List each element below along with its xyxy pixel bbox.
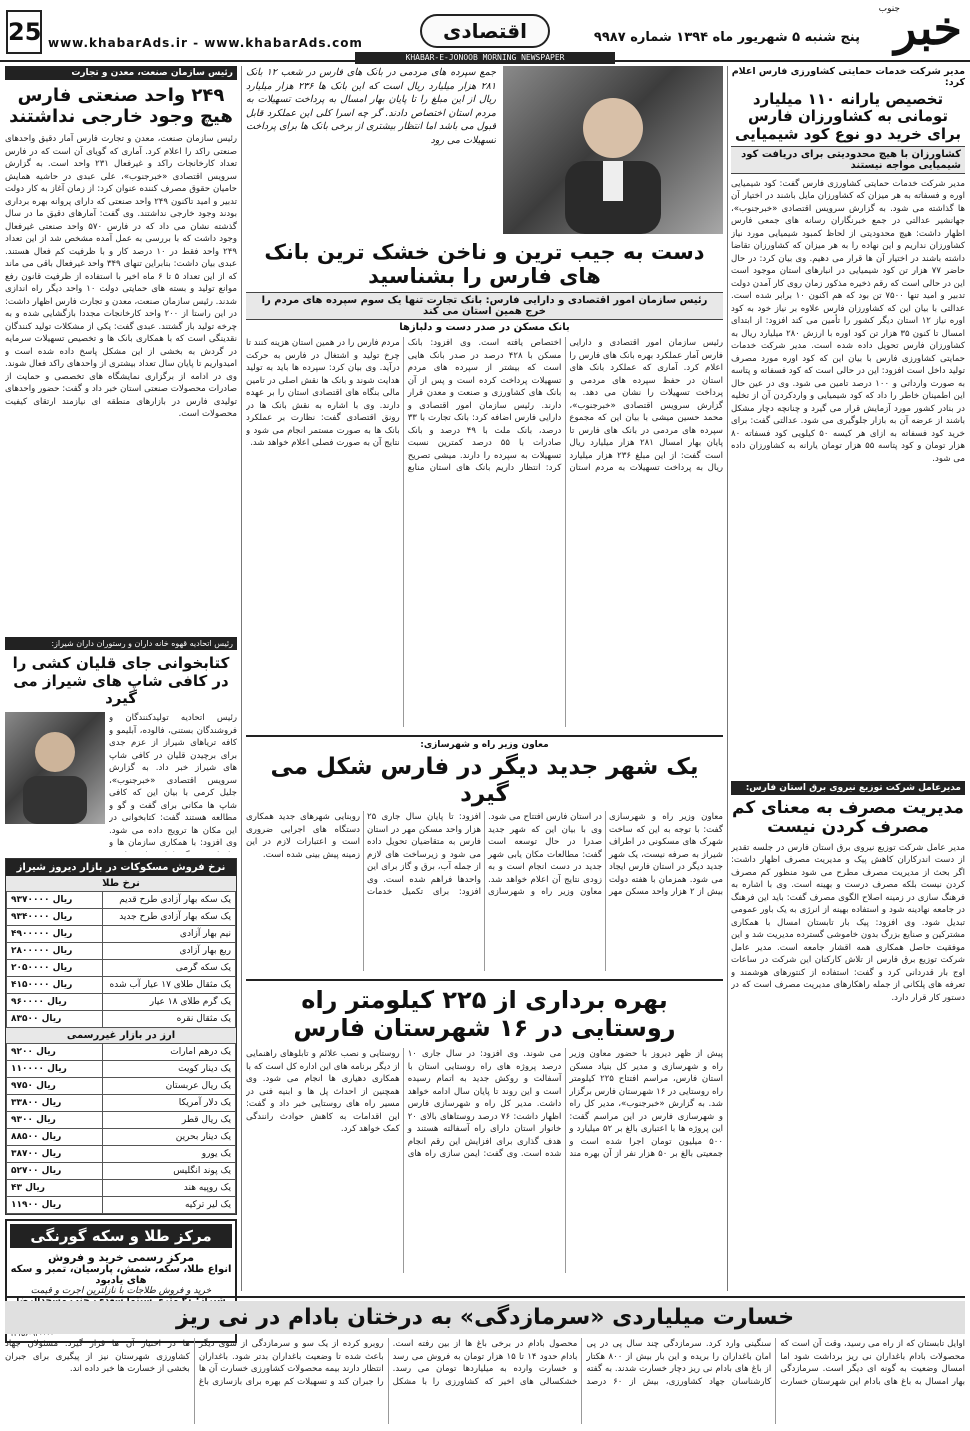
rate-label: نیم بهار آزادی bbox=[103, 926, 236, 943]
rate-value: ۴۳ ریال bbox=[7, 1180, 103, 1197]
rate-label: یک مثقال نقره bbox=[103, 1011, 236, 1028]
rate-value: ۸۸۵۰۰ ریال bbox=[7, 1129, 103, 1146]
ad-title: مرکز طلا و سکه گورنگی bbox=[10, 1224, 232, 1248]
article-kicker: معاون وزیر راه و شهرسازی: bbox=[420, 740, 549, 751]
left-column bbox=[5, 66, 237, 1343]
rate-row bbox=[7, 892, 236, 909]
official-photo bbox=[503, 66, 723, 234]
article-headline: بهره برداری از ۲۲۵ کیلومتر راه روستایی در ۱۶ شهرستان فارس bbox=[293, 986, 676, 1042]
rate-row bbox=[7, 1011, 236, 1028]
rate-value: ۳۸۷۰۰ ریال bbox=[7, 1146, 103, 1163]
article-headline: یک شهر جدید دیگر در فارس شکل می گیرد bbox=[270, 754, 699, 807]
article-body: اوایل تابستان که از راه می رسید، وقت آن است که محصولات بادام باغداران نی ریز برداشت شود اما امسال وضعیت به گونه ای دیگر است. سرمازدگی بهار امسال به باغ های بادام این شهرستان خسارت سنگینی وارد کرد. سرمازدگی چند سال پی در پی امان باغداران را بریده و این بار بیش از ۸۰۰ هکتار از باغ های بادام نی ریز دچار خسارت شدند. به گفته کارشناسان جهاد کشاورزی، بیش از ۶۰ درصد محصول بادام در برخی باغ ها از بین رفته است. بادام حدود ۱۴ تا ۱۵ هزار تومان به فروش می رسد و خسارت وارده به میلیاردها تومان می رسد. خشکسالی های اخیر که کشاورزی را با مشکل روبرو کرده از یک سو و سرمازدگی از سوی دیگر باعث شده تا وضعیت باغداران بدتر شود. باغداران انتظار دارند بیمه محصولات کشاورزی خسارت آن ها را جبران کند و تسهیلات کم بهره برای بازسازی باغ ها در اختیار آن ها قرار گیرد. مسئولان جهاد کشاورزی شهرستان نیز از پیگیری برای جبران بخشی از خسارت ها خبر داده اند. bbox=[5, 1339, 965, 1387]
article-body: رئیس سازمان صنعت، معدن و تجارت فارس آمار دقیق واحدهای صنعتی راکد را اعلام کرد. آماری که گویای آن است که در فارس تعداد کارخانجات راکد و غیرفعال ۲۳۱ واحد است. به گزارش سرویس اقتصادی «خبرجنوب»، علی عبدی در حاشیه همایش حامیان حقوق مصرف کننده عنوان کرد: از زمان آغاز به کار دولت تدبیر و امید تاکنون ۲۴۹ واحد صنعتی که دارای پروانه بهره برداری بودند وجود خارجی نداشتند. وی گفت: آمارهای دقیق ما در سال گذشته نشان می داد که در فارس ۵۷۰ واحد صنعتی غیرفعال وجود داشت که با بررسی به عمل آمده مشخص شد از این تعداد ۲۴۹ واحد فقط در ۱۰ درصد کار و با ظرفیت کم فعال هستند. عبدی بیان داشت: بنابراین تنهای ۳۴۹ واحد غیرفعال باقی می ماند که از این تعداد ۵ تا ۶ ماه اخیر با استفاده از ظرفیت قانون رفع موانع تولید و بسته های حمایتی دولت ۱۰ واحد دیگر راه اندازی شدند. رئیس سازمان صنعت، معدن و تجارت فارس اظهار داشت: در این راستا از ۲۰۰ واحد کارخانجات مجددا بازگشایی شده و به چرخه تولید باز گشتند. عبدی گفت: یکی از مشکلات تولید کنندگان نقدینگی است که با همکاری بانک ها و تخصیص تسهیلات سرمایه در گردش به بخشی از این مشکل پاسخ داده شده است و امیدواریم تا پایان سال تعداد بیشتری از واحدهای راکد فعال شوند. وی در ادامه از برگزاری نمایشگاه های تخصصی و حمایت از صادرات محصولات صنعتی استان خبر داد و گفت: حضور واحدهای تولیدی فارس در بازارهای منطقه ای نیازمند ارتقای کیفیت محصولات است. bbox=[5, 134, 237, 420]
article-subhead: رئیس سازمان امور اقتصادی و دارایی فارس: بانک تجارت تنها یک سوم سپرده های مردم را خرج همین استان می کند bbox=[246, 292, 723, 320]
rate-value: ۵۲۷۰۰ ریال bbox=[7, 1163, 103, 1180]
official-photo bbox=[5, 712, 105, 824]
ad-line: انواع طلا، سکه، شمش، پارسیان، تمبر و سکه های یادبود bbox=[10, 1264, 232, 1287]
rate-label: یک دینار بحرین bbox=[103, 1129, 236, 1146]
tagline: KHABAR-E-JONOOB MORNING NEWSPAPER bbox=[355, 52, 615, 64]
rate-value: ۲۰۵۰۰۰۰ ریال bbox=[7, 960, 103, 977]
rate-row bbox=[7, 960, 236, 977]
rate-label: یک دلار آمریکا bbox=[103, 1095, 236, 1112]
article-kicker: مدیرعامل شرکت توزیع نیروی برق استان فارس: bbox=[731, 781, 965, 795]
article-body: رئیس اتحادیه تولیدکنندگان و فروشندگان بستنی، فالوده، آبلیمو و کافه تریاهای شیراز از عزم جدی برای برچیدن قلیان در کافی شاپ های شیراز خبر داد. به گزارش سرویس اقتصادی «خبرجنوب»، جلیل کرمی با بیان این که کافی شاپ ها مکانی برای گفت و گو و مطالعه هستند گفت: کتابخوانی در این مکان ها ترویج داده می شود. وی افزود: با همکاری سازمان ها و bbox=[109, 713, 237, 849]
right-column bbox=[731, 66, 965, 1222]
rate-value: ۳۳۸۰۰ ریال bbox=[7, 1095, 103, 1112]
rate-label: یک پوند انگلیس bbox=[103, 1163, 236, 1180]
rate-row bbox=[7, 926, 236, 943]
rate-row bbox=[7, 1112, 236, 1129]
rate-value: ۹۶۰۰۰۰ ریال bbox=[7, 994, 103, 1011]
rate-value: ۹۳۷۰۰۰۰ ریال bbox=[7, 892, 103, 909]
logo-subtitle: جنوب bbox=[878, 4, 900, 14]
article-body: پیش از ظهر دیروز با حضور معاون وزیر راه و شهرسازی و مدیر کل بنیاد مسکن استان فارس، مراسم افتتاح ۲۲۵ کیلومتر راه روستایی در ۱۶ شهرستان فارس برگزار شد. به گزارش «خبرجنوب»، مدیر کل راه و شهرسازی فارس در این مراسم گفت: این پروژه ها با اعتباری بالغ بر ۵۲ میلیارد و ۵۰۰ میلیون تومان اجرا شده است و جمعیتی بالغ بر ۵۰ هزار نفر از آن بهره مند می شوند. وی افزود: در سال جاری ۱۰ درصد پروژه های راه روستایی استان با آسفالت و روکش جدید به اتمام رسیده است و این روند تا پایان سال ادامه خواهد داشت. مدیر کل راه و شهرسازی فارس اظهار داشت: ۷۶ درصد روستاهای بالای ۲۰ خانوار استان دارای راه آسفالته هستند و هدف گذاری برای افزایش این رقم انجام شده است. وی گفت: ایمن سازی راه های روستایی و نصب علائم و تابلوهای راهنمایی از دیگر برنامه های این اداره کل است که با همکاری دهیاری ها انجام می شود. وی همچنین از احداث پل ها و ابنیه فنی در مسیر راه های روستایی خبر داد و گفت: این اقدامات به کاهش حوادث رانندگی کمک خواهد کرد. bbox=[246, 1049, 723, 1160]
rate-label: یک یورو bbox=[103, 1146, 236, 1163]
dateline: پنج شنبه ۵ شهریور ماه ۱۳۹۴ شماره ۹۹۸۷ bbox=[593, 30, 860, 45]
fx-title: ارز در بازار غیررسمی bbox=[6, 1028, 236, 1043]
article-body: رئیس سازمان امور اقتصادی و دارایی فارس آمار عملکرد بهره بانک های فارس را اعلام کرد. آماری که عملکرد بانک های استان در حفظ سپرده های مردمی و پرداخت تسهیلات را نشان می دهد. به گزارش سرویس اقتصادی «خبرجنوب»، محمد حسین میشی با بیان این که مجموع سپرده های مردمی در بانک های فارس تا پایان بهار امسال ۲۸۱ هزار میلیارد ریال است گفت: از این مبلغ ۲۳۶ هزار میلیارد ریال به پرداخت تسهیلات به مردم استان اختصاص یافته است. وی افزود: بانک مسکن با ۴۲۸ درصد در صدر بانک هایی است که بیشتر از سپرده های مردم تسهیلات پرداخت کرده است و پس از آن بانک های کشاورزی و صنعت و معدن قرار دارند. رئیس سازمان امور اقتصادی و دارایی فارس اضافه کرد: بانک تجارت با ۳۳ درصد، بانک ملت با ۴۹ درصد و بانک صادرات با ۵۵ درصد کمترین نسبت تسهیلات به سپرده را دارند. میشی تصریح کرد: انتظار داریم بانک های استان منابع مردم فارس را در همین استان هزینه کنند تا چرخ تولید و اشتغال در فارس به حرکت درآید. وی بیان کرد: سپرده ها باید به تولید هدایت شوند و بانک ها نقش اصلی در تامین مالی بنگاه های اقتصادی استان را بر عهده دارند. وی با اشاره به نقش بانک ها در رونق اقتصادی گفت: نظارت بر عملکرد بانک ها به صورت مستمر انجام می شود و نتایج آن به صورت فصلی اعلام خواهد شد. bbox=[246, 338, 723, 474]
bottom-article bbox=[5, 1296, 965, 1426]
masthead bbox=[0, 0, 970, 62]
rate-value: ۹۳۰۰ ریال bbox=[7, 1112, 103, 1129]
rate-row bbox=[7, 1146, 236, 1163]
rate-row bbox=[7, 1163, 236, 1180]
column-rule bbox=[241, 66, 242, 1291]
rate-value: ۹۷۵۰ ریال bbox=[7, 1078, 103, 1095]
rate-label: یک درهم امارات bbox=[103, 1044, 236, 1061]
rate-value: ۱۱۰۰۰۰ ریال bbox=[7, 1061, 103, 1078]
rate-value: ۹۲۰۰ ریال bbox=[7, 1044, 103, 1061]
rate-row bbox=[7, 1129, 236, 1146]
section-label: اقتصادی bbox=[420, 14, 550, 48]
person-icon bbox=[503, 66, 723, 234]
rate-row bbox=[7, 1095, 236, 1112]
rate-label: یک لیر ترکیه bbox=[103, 1197, 236, 1214]
rate-value: ۹۳۴۰۰۰۰ ریال bbox=[7, 909, 103, 926]
rate-value: ۴۱۵۰۰۰۰ ریال bbox=[7, 977, 103, 994]
rate-row bbox=[7, 1044, 236, 1061]
article-headline: کتابخوانی جای قلیان کشی را در کافی شاپ های شیراز می گیرد bbox=[12, 654, 230, 707]
article-kicker: رئیس سازمان صنعت، معدن و تجارت bbox=[5, 66, 237, 80]
article-body: معاون وزیر راه و شهرسازی گفت: با توجه به این که ساخت شهرک های مسکونی در اطراف شیراز به صرفه نیست، یک شهر جدید دیگر در استان فارس ایجاد می شود. همزمان با هفته دولت بیش از ۲ هزار واحد مسکن مهر در استان فارس افتتاح می شود. وی با بیان این که شهر جدید صدرا در حال توسعه است گفت: مطالعات مکان یابی شهر جدید در دست انجام است و به زودی نتایج آن اعلام خواهد شد. معاون وزیر راه و شهرسازی افزود: تا پایان سال جاری ۲۵ هزار واحد مسکن مهر در استان فارس به متقاضیان تحویل داده می شود و زیرساخت های لازم از جمله آب، برق و گاز برای این واحدها فراهم شده است. وی افزود: برای تکمیل خدمات روبنایی شهرهای جدید همکاری دستگاه های اجرایی ضروری است و اعتبارات لازم در این زمینه پیش بینی شده است. bbox=[246, 812, 723, 898]
fx-rates bbox=[6, 1043, 236, 1214]
article-subhead: بانک مسکن در صدر دست و دلبازها bbox=[399, 322, 570, 334]
rate-label: یک گرم طلای ۱۸ عیار bbox=[103, 994, 236, 1011]
ad-line: مرکز رسمی خرید و فروش bbox=[47, 1251, 195, 1265]
rate-row bbox=[7, 909, 236, 926]
page-number: 25 bbox=[6, 10, 42, 54]
gold-title: نرخ طلا bbox=[6, 876, 236, 891]
rate-row bbox=[7, 1078, 236, 1095]
newspaper-logo: خبر bbox=[894, 1, 962, 55]
rate-label: ربع بهار آزادی bbox=[103, 943, 236, 960]
rate-row bbox=[7, 994, 236, 1011]
gold-rates bbox=[6, 891, 236, 1028]
article-kicker: رئیس اتحادیه قهوه خانه داران و رستوران داران شیراز: bbox=[5, 637, 237, 650]
rate-value: ۴۹۰۰۰۰۰ ریال bbox=[7, 926, 103, 943]
photo-caption: جمع سپرده های مردمی در بانک های فارس در شعب ۱۲ بانک ۲۸۱ هزار میلیارد ریال است که این بانک ها ۲۳۶ هزار میلیارد ریال از این مبلغ را تا پایان بهار امسال به پرداخت تسهیلات به مردم استان اختصاص دادند. گر چه اسرا کلی این عملکرد قابل قبول می باشد اما انتظار بیشتری از برخی بانک ها برای پرداخت تسهیلات می رود bbox=[246, 67, 496, 146]
article-headline: ۲۴۹ واحد صنعتی فارس هیچ وجود خارجی نداشتند bbox=[9, 85, 233, 127]
rate-value: ۲۸۰۰۰۰۰ ریال bbox=[7, 943, 103, 960]
rate-label: یک ریال قطر bbox=[103, 1112, 236, 1129]
article-kicker: مدیر شرکت خدمات حمایتی کشاورزی فارس اعلام کرد: bbox=[731, 66, 965, 88]
rate-label: یک روپیه هند bbox=[103, 1180, 236, 1197]
rate-row bbox=[7, 943, 236, 960]
article-headline: دست به جیب ترین و ناخن خشک ترین بانک های فارس را بشناسید bbox=[264, 240, 705, 289]
rate-label: یک ریال عربستان bbox=[103, 1078, 236, 1095]
article-headline: تخصیص یارانه ۱۱۰ میلیارد تومانی به کشاورزان فارس برای خرید دو نوع کود شیمیایی bbox=[734, 90, 962, 143]
rate-label: یک دینار کویت bbox=[103, 1061, 236, 1078]
rate-value: ۸۳۵۰۰ ریال bbox=[7, 1011, 103, 1028]
rate-label: یک مثقال طلای ۱۷ عیار آب شده bbox=[103, 977, 236, 994]
rate-row bbox=[7, 1180, 236, 1197]
rates-title: نرخ فروش مسکوکات در بازار دیروز شیراز bbox=[6, 859, 236, 876]
rate-value: ۱۱۹۰۰ ریال bbox=[7, 1197, 103, 1214]
rates-table bbox=[5, 858, 237, 1215]
article-body: مدیر عامل شرکت توزیع نیروی برق استان فارس در جلسه تقدیر از دست اندرکاران کاهش پیک و مدیریت مصرف اظهار داشت: اگر بحث از مدیریت مصرف مطرح می شود منظور کم مصرف کردن نیست بلکه مصرف درست و بهینه است. وی با اشاره به فرهنگ سازی در زمینه اصلاح الگوی مصرف گفت: باید این فرهنگ در جامعه نهادینه شود و استفاده بهینه از انرژی به یک باور عمومی تبدیل شود. وی افزود: پیک بار تابستان امسال با همکاری مشترکین و صنایع بزرگ بدون خاموشی گسترده مدیریت شد و این موفقیت حاصل همکاری همه اقشار جامعه است. مدیر عامل شرکت توزیع برق فارس از تلاش کارکنان این شرکت در ساعات اوج بار قدردانی کرد و گفت: استفاده از کنتورهای هوشمند و تعرفه های پلکانی از جمله راهکارهای مدیریت مصرف است که در دستور کار قرار دارد. bbox=[731, 842, 965, 1003]
rate-label: یک سکه بهار آزادی طرح جدید bbox=[103, 909, 236, 926]
rate-label: یک سکه بهار آزادی طرح قدیم bbox=[103, 892, 236, 909]
column-rule bbox=[727, 66, 728, 1291]
rate-row bbox=[7, 1061, 236, 1078]
article-body: مدیر شرکت خدمات حمایتی کشاورزی فارس گفت: کود شیمیایی اوره و فسفاته به هر میزان که کشاورزان مایل باشند در اختیار آن ها گذاشته می شود. به گزارش سرویس اقتصادی «خبرجنوب»، جهانشیر عدالتی در جمع خبرنگاران رسانه های جمعی فارس اظهار داشت: هیچ محدودیتی از لحاظ کمبود شیمیایی مورد نیاز کشاورزان نداریم و این نهاده را به هر میزان که کشاورزان تقاضا داشته باشند در اختیار آن ها قرار می دهیم. وی بیان کرد: در حال حاضر ۷۷ هزار تن کود شیمیایی در انبارهای استان موجود است این در حالی است که رقم ذخیره مذکور زمان روی کار آمدن دولت تدبیر و امید تنها ۷۵۰۰ تن بود که هم اکنون ۱۰ برابر شده است. عدالتی با بیان این که کشاورزان فارس علاوه بر نیاز خود به کود اوره نیاز ۱۲ استان دیگر کشور را تأمین می کند افزود: از ابتدای امسال تا کنون ۳۵ هزار تن کود اوره با ارزش ۲۸۰ میلیارد ریال به کشاورزان فارس تحویل داده شده است. مدیر شرکت خدمات حمایتی کشاورزی فارس با بیان این که کود اوره مورد مصرف تولید داخل است افزود: این در حالی است که کود فسفاته و پتاسه به صورت وارداتی و ۱۰۰ درصد تامین می شود. وی در عین حال این اطمینان خاطر را داد که کود شیمیایی و واردکردن آن از تخلیه در بنادر کشور مورد آزمایش قرار می گیرد و چنانچه دچار مشکل باشند از عرضه آن به بازار جلوگیری می شود. عدالتی گفت: برای خرید کود فسفاته به ازای هر کیسه ۵۰ کیلویی کود فسفاته ۸۰ هزار تومان و کود پتاسه ۵۵ هزار تومان یارانه به کشاورزان داده می شود. bbox=[731, 178, 965, 464]
article-headline: مدیریت مصرف به معنای کم مصرف کردن نیست bbox=[732, 797, 964, 838]
rate-row bbox=[7, 1197, 236, 1214]
rate-row bbox=[7, 977, 236, 994]
person-icon bbox=[5, 712, 105, 824]
article-subhead: کشاورزان با هیچ محدودیتی برای دریافت کود شیمیایی مواجه نیستند bbox=[731, 146, 965, 174]
article-headline: خسارت میلیاردی «سرمازدگی» به درختان بادام در نی ریز bbox=[5, 1301, 965, 1334]
ad-line: خرید و فروش طلاجات با نازلترین اجرت و قیمت bbox=[30, 1286, 212, 1297]
center-column bbox=[246, 66, 723, 1273]
website-url[interactable]: www.khabarAds.ir - www.khabarAds.com bbox=[48, 36, 363, 50]
rate-label: یک سکه گرمی bbox=[103, 960, 236, 977]
